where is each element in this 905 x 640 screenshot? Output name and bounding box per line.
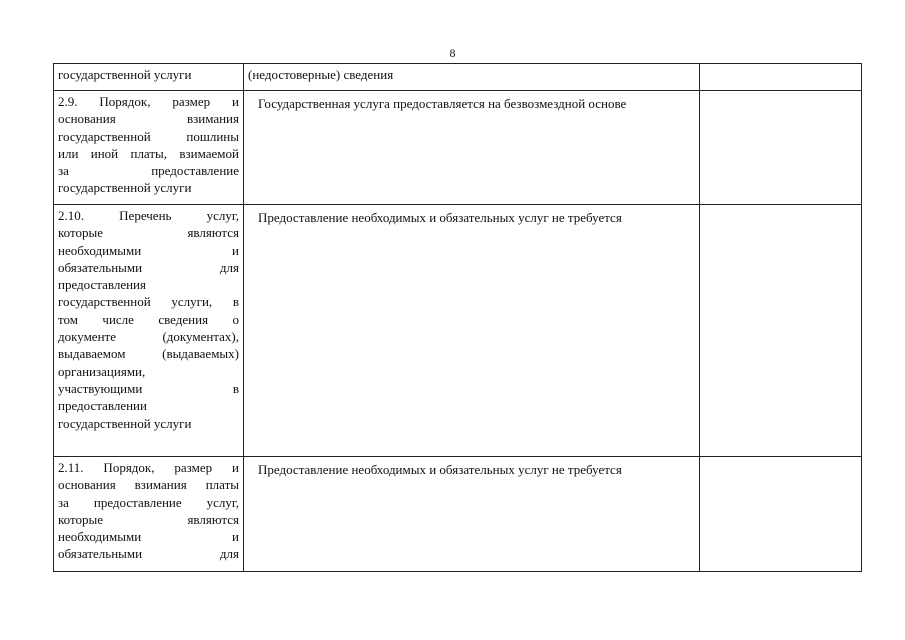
table-cell bbox=[244, 64, 700, 91]
row-value-cell bbox=[244, 205, 700, 457]
label-line: участвующими в bbox=[58, 380, 239, 396]
row-note bbox=[700, 91, 861, 93]
label-line: основания взимания bbox=[58, 111, 239, 127]
label-line: выдаваемом (выдаваемых) bbox=[58, 346, 239, 362]
label-line: организациями, bbox=[58, 363, 146, 379]
label-line: обязательными для bbox=[58, 546, 239, 562]
label-line: 2.11. Порядок, размер и bbox=[58, 460, 239, 475]
table-row bbox=[54, 205, 862, 457]
label-line: обязательными для bbox=[58, 259, 239, 275]
row-value: Предоставление необходимых и обязательных услуг не требуется bbox=[258, 462, 622, 477]
table-row-continuation bbox=[54, 64, 862, 91]
row-note-cell bbox=[700, 91, 862, 205]
table-cell bbox=[700, 64, 862, 91]
label-line: предоставления bbox=[58, 277, 146, 293]
row-value-cell bbox=[244, 457, 700, 572]
label-line: государственной услуги bbox=[58, 180, 192, 196]
label-line: предоставлении bbox=[58, 398, 147, 414]
row-note bbox=[700, 457, 861, 459]
row-label-cell bbox=[54, 91, 244, 205]
page-number: 8 bbox=[449, 46, 456, 60]
label-line: документе (документах), bbox=[58, 329, 239, 345]
row-note bbox=[700, 205, 861, 207]
cell-text: государственной услуги bbox=[58, 67, 192, 82]
label-line: государственной услуги bbox=[58, 415, 192, 431]
row-label bbox=[54, 457, 243, 563]
row-label-cell bbox=[54, 457, 244, 572]
label-line: необходимыми и bbox=[58, 529, 239, 545]
row-label bbox=[54, 205, 243, 432]
cell-text: (недостоверные) сведения bbox=[248, 67, 394, 82]
label-line: основания взимания платы bbox=[58, 477, 239, 493]
service-table bbox=[53, 63, 862, 572]
label-line: за предоставление bbox=[58, 163, 239, 179]
row-label bbox=[54, 91, 243, 197]
label-line: том числе сведения о bbox=[58, 311, 239, 327]
table-row bbox=[54, 457, 862, 572]
label-line: 2.10. Перечень услуг, bbox=[58, 208, 239, 223]
label-line: 2.9. Порядок, размер и bbox=[58, 94, 239, 109]
label-line: за предоставление услуг, bbox=[58, 494, 239, 510]
row-note-cell bbox=[700, 457, 862, 572]
label-line: государственной услуги, в bbox=[58, 294, 239, 310]
table-cell bbox=[54, 64, 244, 91]
label-line: государственной пошлины bbox=[58, 128, 239, 144]
label-line: которые являются bbox=[58, 225, 239, 241]
row-value-cell bbox=[244, 91, 700, 205]
row-label-cell bbox=[54, 205, 244, 457]
row-note-cell bbox=[700, 205, 862, 457]
table-row bbox=[54, 91, 862, 205]
cell-text bbox=[700, 64, 861, 66]
row-value: Предоставление необходимых и обязательных услуг не требуется bbox=[258, 210, 622, 225]
label-line: или иной платы, взимаемой bbox=[58, 145, 239, 161]
row-value: Государственная услуга предоставляется на безвозмездной основе bbox=[258, 96, 627, 111]
label-line: необходимыми и bbox=[58, 242, 239, 258]
label-line: которые являются bbox=[58, 511, 239, 527]
